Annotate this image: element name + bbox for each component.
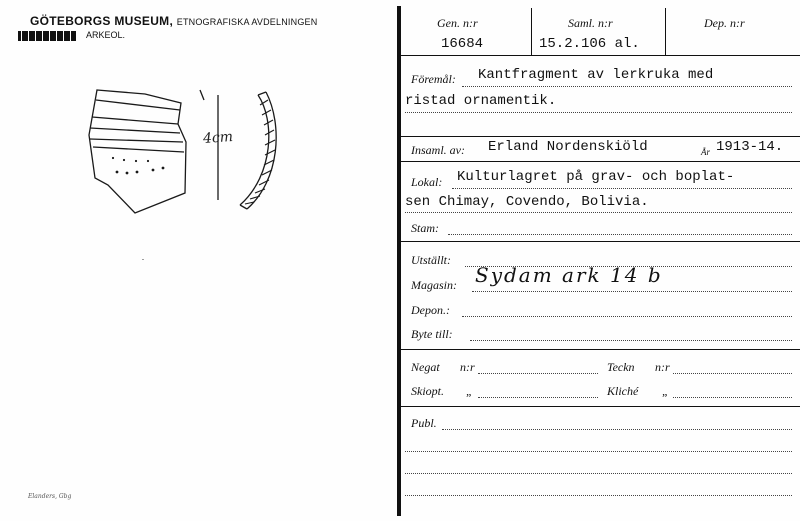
incised-dots: [112, 157, 165, 260]
rule-after-skiopt: [401, 406, 800, 407]
negat-label: Negat: [411, 360, 440, 374]
department-name: ETNOGRAFISKA AVDELNINGEN: [176, 17, 318, 27]
insaml-value: Erland Nordenskiöld: [488, 139, 648, 155]
rule-after-foremal: [401, 136, 800, 137]
magasin-handwritten: Sydam ark 14 b: [475, 263, 663, 287]
gen-nr-value: 16684: [441, 36, 484, 52]
ar-value: 1913-14.: [716, 139, 784, 155]
sherd-sketch: [0, 0, 300, 260]
rule-after-insaml: [401, 161, 800, 162]
ar-label: År: [701, 147, 710, 157]
lokal-line-1: Kulturlagret på grav- och boplat-: [457, 169, 735, 185]
saml-nr-label: Saml. n:r: [568, 16, 613, 30]
sherd-band-3: [90, 128, 180, 133]
lokal-label: Lokal:: [411, 175, 443, 189]
insaml-label: Insaml. av:: [411, 143, 465, 157]
utstallt-label: Utställt:: [411, 253, 452, 267]
teckn-label: Teckn: [607, 360, 635, 374]
rule-numbers-bottom: [401, 55, 800, 56]
sherd-band-5: [93, 147, 184, 152]
profile-top: [258, 92, 266, 95]
printer-imprint: Elanders, Gbg: [28, 493, 72, 500]
lokal-line-2: sen Chimay, Covendo, Bolivia.: [405, 194, 649, 210]
sherd-band-4: [90, 139, 183, 142]
dep-nr-label: Dep. n:r: [704, 16, 745, 30]
dimension-note: 4cm: [202, 128, 234, 148]
skiopt-ditto: „: [466, 384, 473, 398]
rule-col-2: [665, 8, 666, 55]
rule-col-1: [531, 8, 532, 55]
saml-nr-value: 15.2.106 al.: [539, 36, 640, 52]
gen-nr-label: Gen. n:r: [437, 16, 478, 30]
teckn-nr: n:r: [655, 360, 670, 374]
stam-label: Stam:: [411, 221, 439, 235]
publ-label: Publ.: [411, 416, 437, 430]
byte-label: Byte till:: [411, 327, 453, 341]
profile-outer: [240, 95, 269, 205]
foremal-label: Föremål:: [411, 72, 456, 86]
sketch-tick-top: [200, 90, 204, 100]
magasin-label: Magasin:: [411, 278, 457, 292]
profile-hatching: [245, 100, 275, 204]
sherd-band-1: [96, 100, 180, 110]
kliche-label: Kliché: [607, 384, 639, 398]
form-border: [397, 6, 401, 516]
museum-name: GÖTEBORGS MUSEUM,: [30, 14, 174, 28]
sherd-band-2: [92, 117, 178, 124]
rule-after-byte: [401, 349, 800, 350]
section-name: ARKEOL.: [86, 30, 126, 40]
negat-nr: n:r: [460, 360, 475, 374]
profile-inner: [247, 92, 276, 209]
kliche-ditto: „: [662, 384, 669, 398]
foremal-line-1: Kantfragment av lerkruka med: [478, 67, 714, 83]
foremal-line-2: ristad ornamentik.: [405, 93, 557, 109]
rule-after-stam: [401, 241, 800, 242]
profile-bottom: [240, 205, 247, 209]
skiopt-label: Skiopt.: [411, 384, 444, 398]
depon-label: Depon.:: [411, 303, 450, 317]
